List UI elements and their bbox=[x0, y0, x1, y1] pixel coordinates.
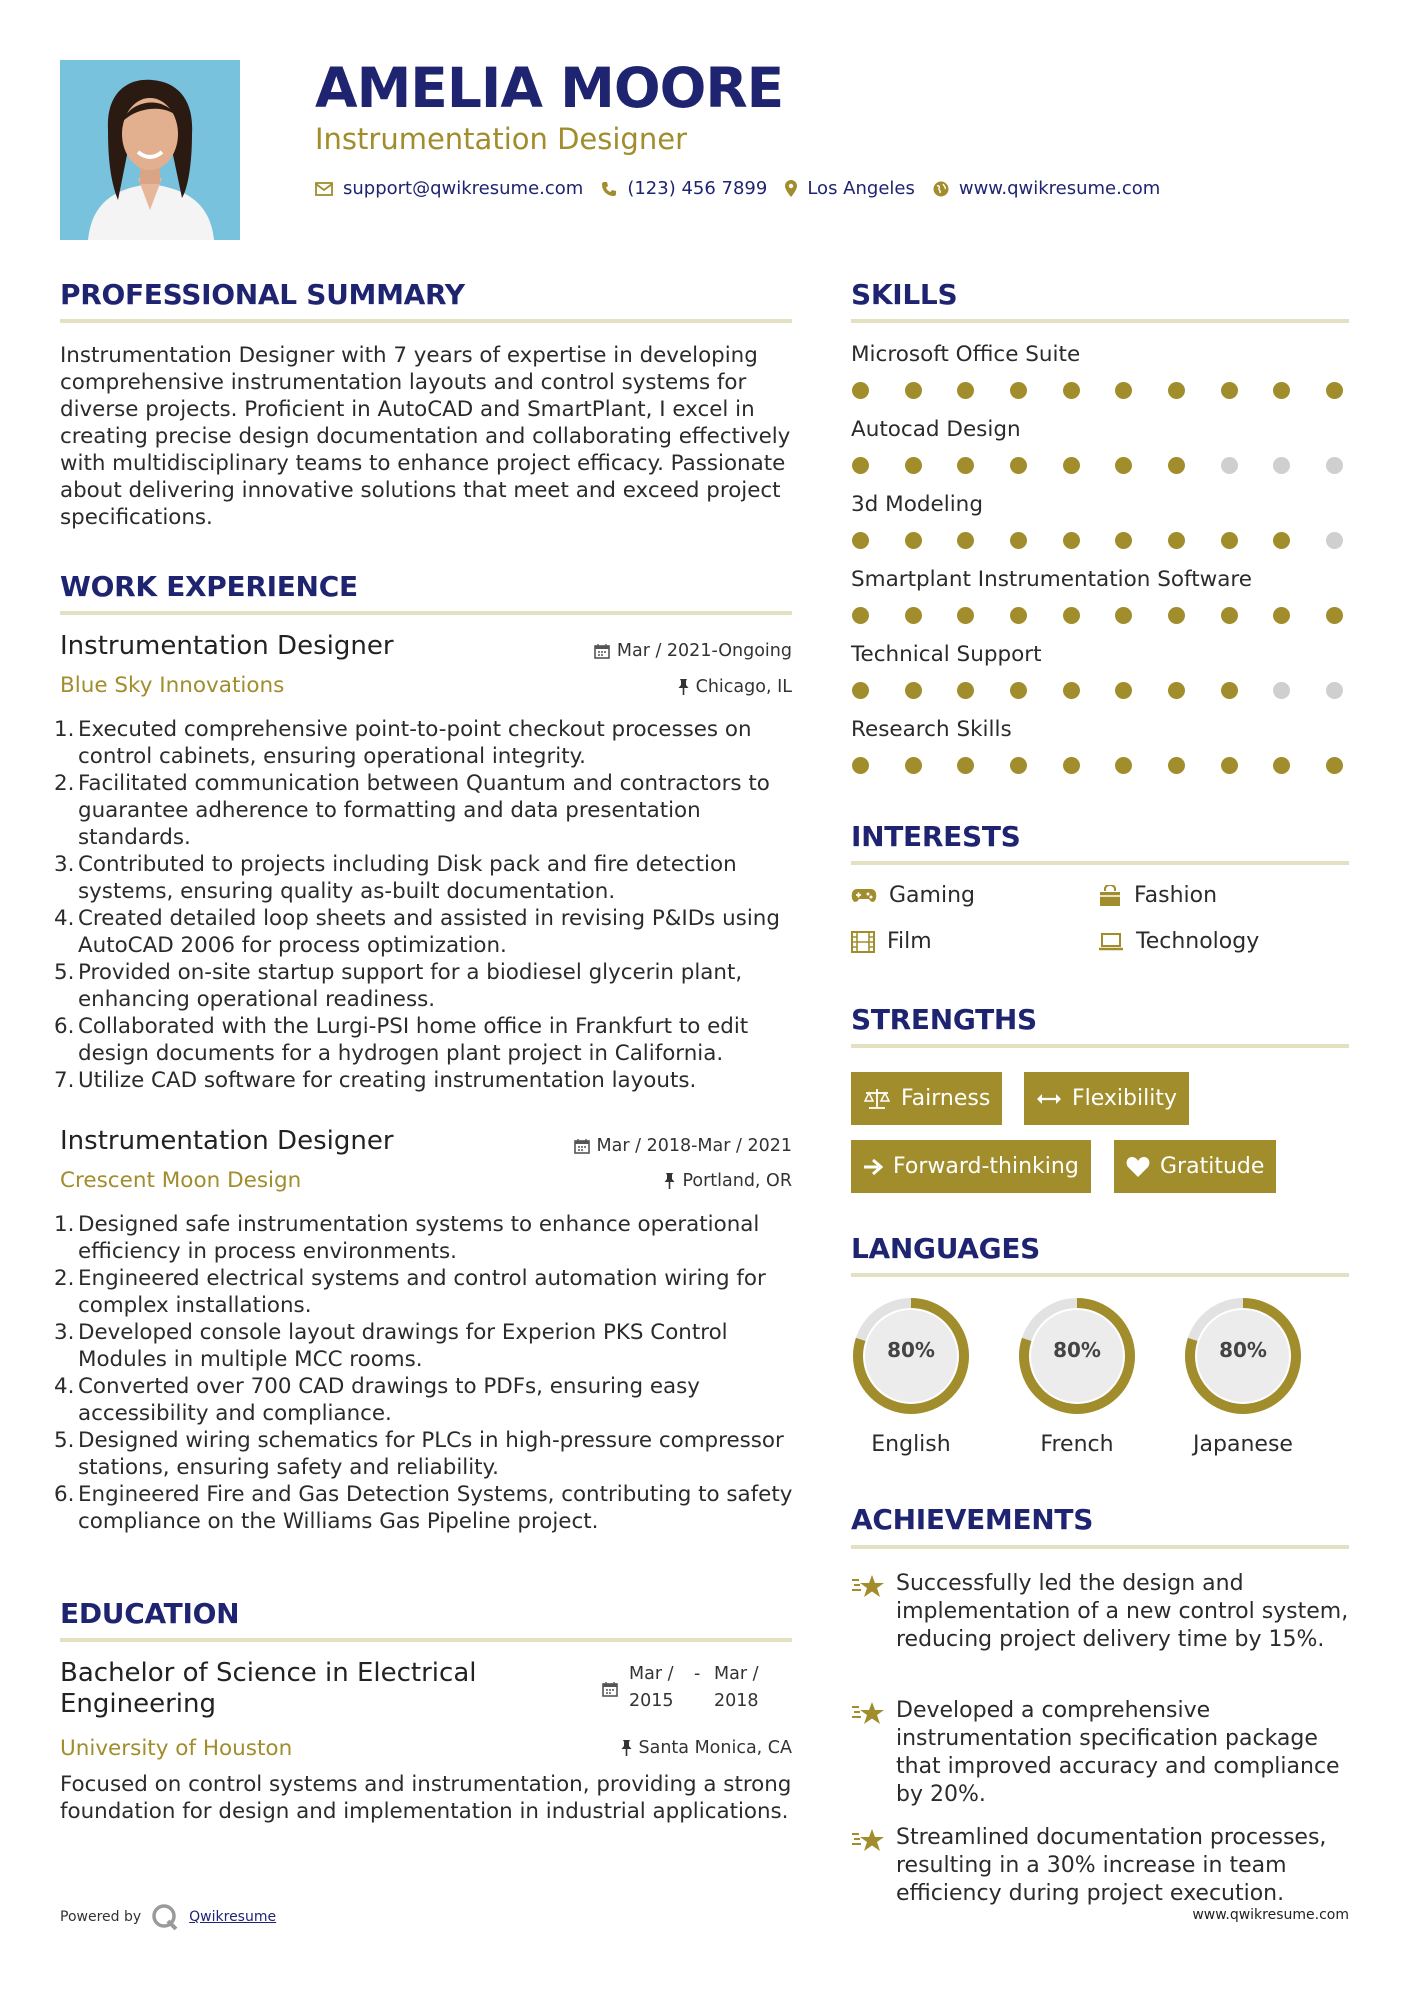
summary-text: Instrumentation Designer with 7 years of expertise in developing comprehensive instrumentation layouts and control systems for diverse projects. Proficient in AutoCAD and SmartPlant, I excel in creating precise design documentation and collaborating effectively with multidisciplinary teams to enhance project efficacy. Passionate about delivering innovative solutions that meet and exceed project specifications. bbox=[60, 343, 791, 530]
list-item: 3. Developed console layout drawings for Experion PKS Control Modules in multiple MCC rooms. bbox=[54, 1320, 728, 1372]
interest-fashion: Fashion bbox=[1098, 883, 1217, 908]
strengths-divider bbox=[851, 1044, 1349, 1048]
calendar-icon bbox=[594, 643, 610, 659]
website-text: www.qwikresume.com bbox=[958, 178, 1161, 199]
rating-dot-empty bbox=[1326, 457, 1343, 474]
rating-dot-filled bbox=[957, 532, 974, 549]
language-name: French bbox=[1040, 1432, 1114, 1457]
list-item: 4. Created detailed loop sheets and assisted in revising P&IDs using AutoCAD 2006 for process optimization. bbox=[54, 906, 780, 958]
list-item: 1. Executed comprehensive point-to-point checkout processes on control cabinets, ensuring operational integrity. bbox=[54, 717, 752, 769]
education-end-date: Mar / 2018 bbox=[714, 1664, 759, 1711]
strength-flexibility: Flexibility bbox=[1024, 1072, 1189, 1125]
strength-gratitude: Gratitude bbox=[1114, 1140, 1276, 1193]
skill-label: Autocad Design bbox=[851, 417, 1021, 442]
skill-rating bbox=[852, 532, 1343, 549]
rating-dot-empty bbox=[1273, 457, 1290, 474]
achievements-divider bbox=[851, 1545, 1349, 1549]
rating-dot-filled bbox=[852, 607, 869, 624]
rating-dot-filled bbox=[957, 757, 974, 774]
rating-dot-filled bbox=[852, 382, 869, 399]
map-marker-icon bbox=[785, 180, 797, 197]
skill-label: Technical Support bbox=[851, 642, 1042, 667]
job-1-date: Mar / 2021-Ongoing bbox=[480, 641, 792, 661]
arrow-right-icon bbox=[863, 1158, 883, 1176]
skill-label: Microsoft Office Suite bbox=[851, 342, 1081, 367]
education-heading: EDUCATION bbox=[60, 1597, 240, 1630]
arrows-horizontal-icon bbox=[1036, 1092, 1062, 1106]
film-icon bbox=[851, 931, 875, 953]
qwikresume-logo-icon bbox=[151, 1903, 179, 1931]
rating-dot-filled bbox=[1168, 457, 1185, 474]
job-2-bullets bbox=[54, 1211, 800, 1535]
envelope-icon bbox=[315, 182, 333, 196]
language-percent: 80% bbox=[1053, 1338, 1101, 1362]
shooting-star-icon bbox=[851, 1826, 885, 1854]
skill-rating bbox=[852, 607, 1343, 624]
rating-dot-filled bbox=[1010, 757, 1027, 774]
contact-bar bbox=[315, 178, 1178, 199]
experience-divider bbox=[60, 611, 792, 615]
rating-dot-filled bbox=[1273, 607, 1290, 624]
rating-dot-filled bbox=[1221, 607, 1238, 624]
languages-heading: LANGUAGES bbox=[851, 1232, 1041, 1265]
rating-dot-filled bbox=[1326, 607, 1343, 624]
job-2-location: Portland, OR bbox=[480, 1171, 792, 1191]
contact-phone[interactable] bbox=[601, 178, 767, 199]
rating-dot-filled bbox=[957, 682, 974, 699]
rating-dot-filled bbox=[1168, 682, 1185, 699]
rating-dot-filled bbox=[1326, 382, 1343, 399]
rating-dot-empty bbox=[1326, 532, 1343, 549]
strength-forward-thinking: Forward-thinking bbox=[851, 1140, 1091, 1193]
rating-dot-filled bbox=[957, 607, 974, 624]
experience-heading: WORK EXPERIENCE bbox=[60, 570, 358, 603]
languages-divider bbox=[851, 1273, 1349, 1277]
rating-dot-filled bbox=[1115, 682, 1132, 699]
education-location: Santa Monica, CA bbox=[480, 1738, 792, 1758]
job-1-bullets bbox=[54, 716, 800, 1094]
skill-label: Smartplant Instrumentation Software bbox=[851, 567, 1252, 592]
rating-dot-filled bbox=[1221, 382, 1238, 399]
list-item: 4. Converted over 700 CAD drawings to PDFs, ensuring easy accessibility and compliance. bbox=[54, 1374, 700, 1426]
skill-label: 3d Modeling bbox=[851, 492, 983, 517]
rating-dot-empty bbox=[1273, 682, 1290, 699]
rating-dot-filled bbox=[1168, 607, 1185, 624]
skill-rating bbox=[852, 682, 1343, 699]
contact-location bbox=[785, 178, 915, 199]
rating-dot-filled bbox=[852, 457, 869, 474]
rating-dot-filled bbox=[1010, 457, 1027, 474]
balance-scale-icon bbox=[863, 1088, 891, 1110]
skill-rating bbox=[852, 457, 1343, 474]
rating-dot-filled bbox=[1273, 757, 1290, 774]
language-percent: 80% bbox=[1219, 1338, 1267, 1362]
rating-dot-filled bbox=[905, 532, 922, 549]
interest-gaming: Gaming bbox=[851, 883, 975, 908]
gamepad-icon bbox=[851, 888, 877, 904]
pin-icon bbox=[664, 1173, 675, 1189]
skill-rating bbox=[852, 382, 1343, 399]
rating-dot-filled bbox=[1221, 757, 1238, 774]
candidate-title: Instrumentation Designer bbox=[315, 122, 687, 156]
contact-website[interactable] bbox=[933, 178, 1160, 199]
list-item: 5. Provided on-site startup support for a biodiesel glycerin plant, enhancing operational readiness. bbox=[54, 960, 743, 1012]
rating-dot-filled bbox=[1010, 382, 1027, 399]
strength-fairness: Fairness bbox=[851, 1072, 1002, 1125]
calendar-icon bbox=[602, 1681, 618, 1697]
list-item: 6. Engineered Fire and Gas Detection Systems, contributing to safety compliance on the Williams Gas Pipeline project. bbox=[54, 1482, 793, 1534]
list-item: 1. Designed safe instrumentation systems to enhance operational efficiency in process environments. bbox=[54, 1212, 760, 1264]
rating-dot-filled bbox=[905, 382, 922, 399]
job-2-company: Crescent Moon Design bbox=[60, 1168, 302, 1193]
rating-dot-filled bbox=[852, 532, 869, 549]
rating-dot-filled bbox=[852, 682, 869, 699]
rating-dot-filled bbox=[905, 457, 922, 474]
qwikresume-link[interactable]: Qwikresume bbox=[189, 1909, 277, 1925]
language-english bbox=[849, 1294, 973, 1457]
education-divider bbox=[60, 1638, 792, 1642]
pin-icon bbox=[621, 1740, 632, 1756]
rating-dot-filled bbox=[1115, 382, 1132, 399]
rating-dot-filled bbox=[1063, 457, 1080, 474]
education-start-date: Mar / 2015 bbox=[629, 1664, 674, 1711]
rating-dot-filled bbox=[957, 457, 974, 474]
powered-by: Powered by Qwikresume bbox=[60, 1903, 276, 1931]
interest-technology: Technology bbox=[1098, 929, 1259, 954]
rating-dot-filled bbox=[905, 682, 922, 699]
summary-divider bbox=[60, 319, 792, 323]
achievements-heading: ACHIEVEMENTS bbox=[851, 1503, 1094, 1536]
list-item: 6. Collaborated with the Lurgi-PSI home office in Frankfurt to edit design documents for a hydrogen plant project in California. bbox=[54, 1014, 749, 1066]
job-1-location: Chicago, IL bbox=[480, 677, 792, 697]
rating-dot-filled bbox=[1168, 382, 1185, 399]
rating-dot-filled bbox=[1273, 532, 1290, 549]
email-text: support@qwikresume.com bbox=[343, 178, 584, 199]
language-japanese bbox=[1181, 1294, 1305, 1457]
rating-dot-filled bbox=[1115, 532, 1132, 549]
skills-divider bbox=[851, 319, 1349, 323]
list-item: 2. Engineered electrical systems and control automation wiring for complex installations. bbox=[54, 1266, 766, 1318]
profile-photo bbox=[60, 60, 240, 240]
education-text: Focused on control systems and instrumentation, providing a strong foundation for design and implementation in industrial applications. bbox=[60, 1772, 792, 1824]
list-item: 2. Facilitated communication between Quantum and contractors to guarantee adherence to formatting and data presentation standards. bbox=[54, 771, 770, 850]
rating-dot-filled bbox=[1115, 607, 1132, 624]
rating-dot-filled bbox=[1326, 757, 1343, 774]
rating-dot-filled bbox=[1168, 532, 1185, 549]
bag-icon bbox=[1098, 885, 1122, 907]
pin-icon bbox=[678, 679, 689, 695]
rating-dot-filled bbox=[1221, 682, 1238, 699]
globe-icon bbox=[933, 181, 949, 197]
skills-heading: SKILLS bbox=[851, 278, 958, 311]
location-text: Los Angeles bbox=[807, 178, 915, 199]
rating-dot-filled bbox=[852, 757, 869, 774]
heart-icon bbox=[1126, 1156, 1150, 1177]
language-french bbox=[1015, 1294, 1139, 1457]
strengths-heading: STRENGTHS bbox=[851, 1003, 1037, 1036]
language-name: Japanese bbox=[1193, 1432, 1293, 1457]
shooting-star-icon bbox=[851, 1572, 885, 1600]
rating-dot-filled bbox=[1010, 607, 1027, 624]
rating-dot-filled bbox=[957, 382, 974, 399]
rating-dot-filled bbox=[1273, 382, 1290, 399]
rating-dot-filled bbox=[1115, 757, 1132, 774]
job-1-company: Blue Sky Innovations bbox=[60, 673, 285, 698]
skill-rating bbox=[852, 757, 1343, 774]
rating-dot-filled bbox=[1168, 757, 1185, 774]
laptop-icon bbox=[1098, 933, 1124, 951]
job-2-title: Instrumentation Designer bbox=[60, 1126, 394, 1156]
language-name: English bbox=[871, 1432, 951, 1457]
rating-dot-filled bbox=[1063, 607, 1080, 624]
job-2-date: Mar / 2018-Mar / 2021 bbox=[480, 1136, 792, 1156]
rating-dot-filled bbox=[1063, 382, 1080, 399]
interest-film: Film bbox=[851, 929, 932, 954]
contact-email[interactable] bbox=[315, 178, 583, 199]
language-percent: 80% bbox=[887, 1338, 935, 1362]
phone-text: (123) 456 7899 bbox=[627, 178, 768, 199]
rating-dot-filled bbox=[1063, 682, 1080, 699]
rating-dot-filled bbox=[905, 607, 922, 624]
candidate-name: AMELIA MOORE bbox=[315, 56, 784, 120]
skill-label: Research Skills bbox=[851, 717, 1012, 742]
footer-website[interactable]: www.qwikresume.com bbox=[1192, 1907, 1349, 1923]
rating-dot-filled bbox=[1063, 532, 1080, 549]
list-item: 3. Contributed to projects including Disk pack and fire detection systems, ensuring quality as-built documentation. bbox=[54, 852, 737, 904]
list-item: 5. Designed wiring schematics for PLCs in high-pressure compressor stations, ensuring safety and reliability. bbox=[54, 1428, 784, 1480]
rating-dot-filled bbox=[1010, 682, 1027, 699]
phone-icon bbox=[601, 181, 617, 197]
calendar-icon bbox=[574, 1138, 590, 1154]
interests-heading: INTERESTS bbox=[851, 820, 1021, 853]
rating-dot-empty bbox=[1326, 682, 1343, 699]
summary-heading: PROFESSIONAL SUMMARY bbox=[60, 278, 465, 311]
rating-dot-filled bbox=[905, 757, 922, 774]
job-1-title: Instrumentation Designer bbox=[60, 631, 394, 661]
rating-dot-filled bbox=[1063, 757, 1080, 774]
education-school: University of Houston bbox=[60, 1736, 293, 1761]
list-item: 7. Utilize CAD software for creating instrumentation layouts. bbox=[54, 1068, 697, 1093]
education-date-separator: - bbox=[694, 1664, 701, 1684]
shooting-star-icon bbox=[851, 1699, 885, 1727]
rating-dot-empty bbox=[1221, 457, 1238, 474]
rating-dot-filled bbox=[1221, 532, 1238, 549]
rating-dot-filled bbox=[1010, 532, 1027, 549]
education-degree: Bachelor of Science in Electrical Engineering bbox=[60, 1658, 477, 1719]
rating-dot-filled bbox=[1115, 457, 1132, 474]
interests-divider bbox=[851, 861, 1349, 865]
